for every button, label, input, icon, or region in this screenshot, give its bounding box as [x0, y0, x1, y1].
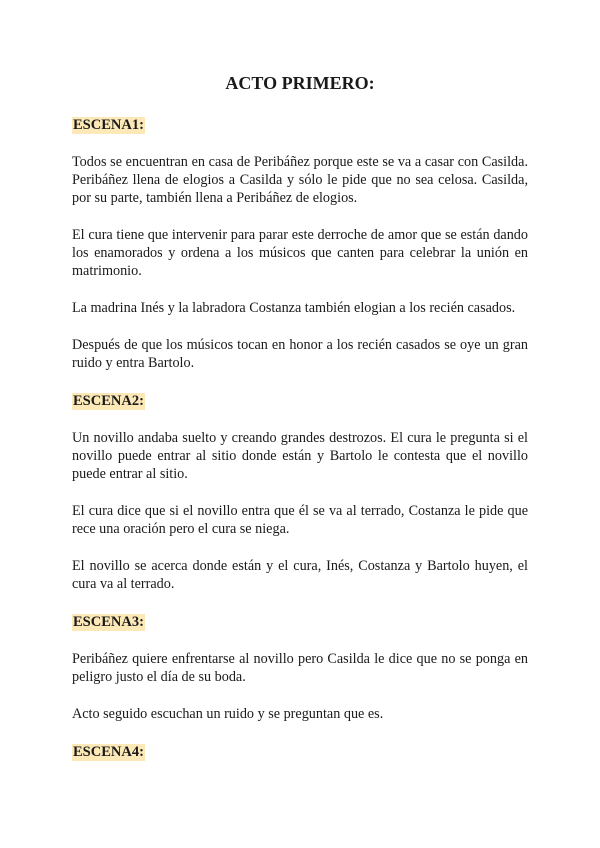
- document-page: [72, 72, 528, 780]
- document-title: ACTO PRIMERO:: [225, 73, 375, 93]
- paragraph: Después de que los músicos tocan en honor a los recién casados se oye un gran ruido y entra Bartolo.: [72, 337, 528, 371]
- paragraph: Todos se encuentran en casa de Peribáñez porque este se va a casar con Casilda. Peribáñez llena de elogios a Casilda y sólo le pide que no sea celosa. Casilda, por su parte, también llena a Peribáñez de elogios.: [72, 154, 528, 206]
- scene-heading: ESCENA1:: [73, 117, 144, 133]
- scene-1: [72, 116, 528, 372]
- scene-2: [72, 392, 528, 593]
- paragraph: Acto seguido escuchan un ruido y se preguntan que es.: [72, 706, 384, 722]
- paragraph: Peribáñez quiere enfrentarse al novillo pero Casilda le dice que no se ponga en peligro justo el día de su boda.: [72, 651, 528, 685]
- paragraph: La madrina Inés y la labradora Costanza también elogian a los recién casados.: [72, 300, 516, 316]
- scene-heading: ESCENA3:: [73, 614, 144, 630]
- scene-heading: ESCENA4:: [73, 744, 144, 760]
- scene-3: [72, 613, 528, 723]
- scene-heading: ESCENA2:: [73, 393, 144, 409]
- scene-4: [72, 743, 528, 780]
- paragraph: El novillo se acerca donde están y el cura, Inés, Costanza y Bartolo huyen, el cura va al terrado.: [72, 558, 528, 592]
- paragraph: Un novillo andaba suelto y creando grandes destrozos. El cura le pregunta si el novillo puede entrar al sitio donde están y Bartolo le contesta que el novillo puede entrar al sitio.: [72, 430, 528, 482]
- paragraph: El cura dice que si el novillo entra que él se va al terrado, Costanza le pide que rece una oración pero el cura se niega.: [72, 503, 528, 537]
- paragraph: El cura tiene que intervenir para parar este derroche de amor que se están dando los enamorados y ordena a los músicos que canten para celebrar la unión en matrimonio.: [72, 227, 528, 279]
